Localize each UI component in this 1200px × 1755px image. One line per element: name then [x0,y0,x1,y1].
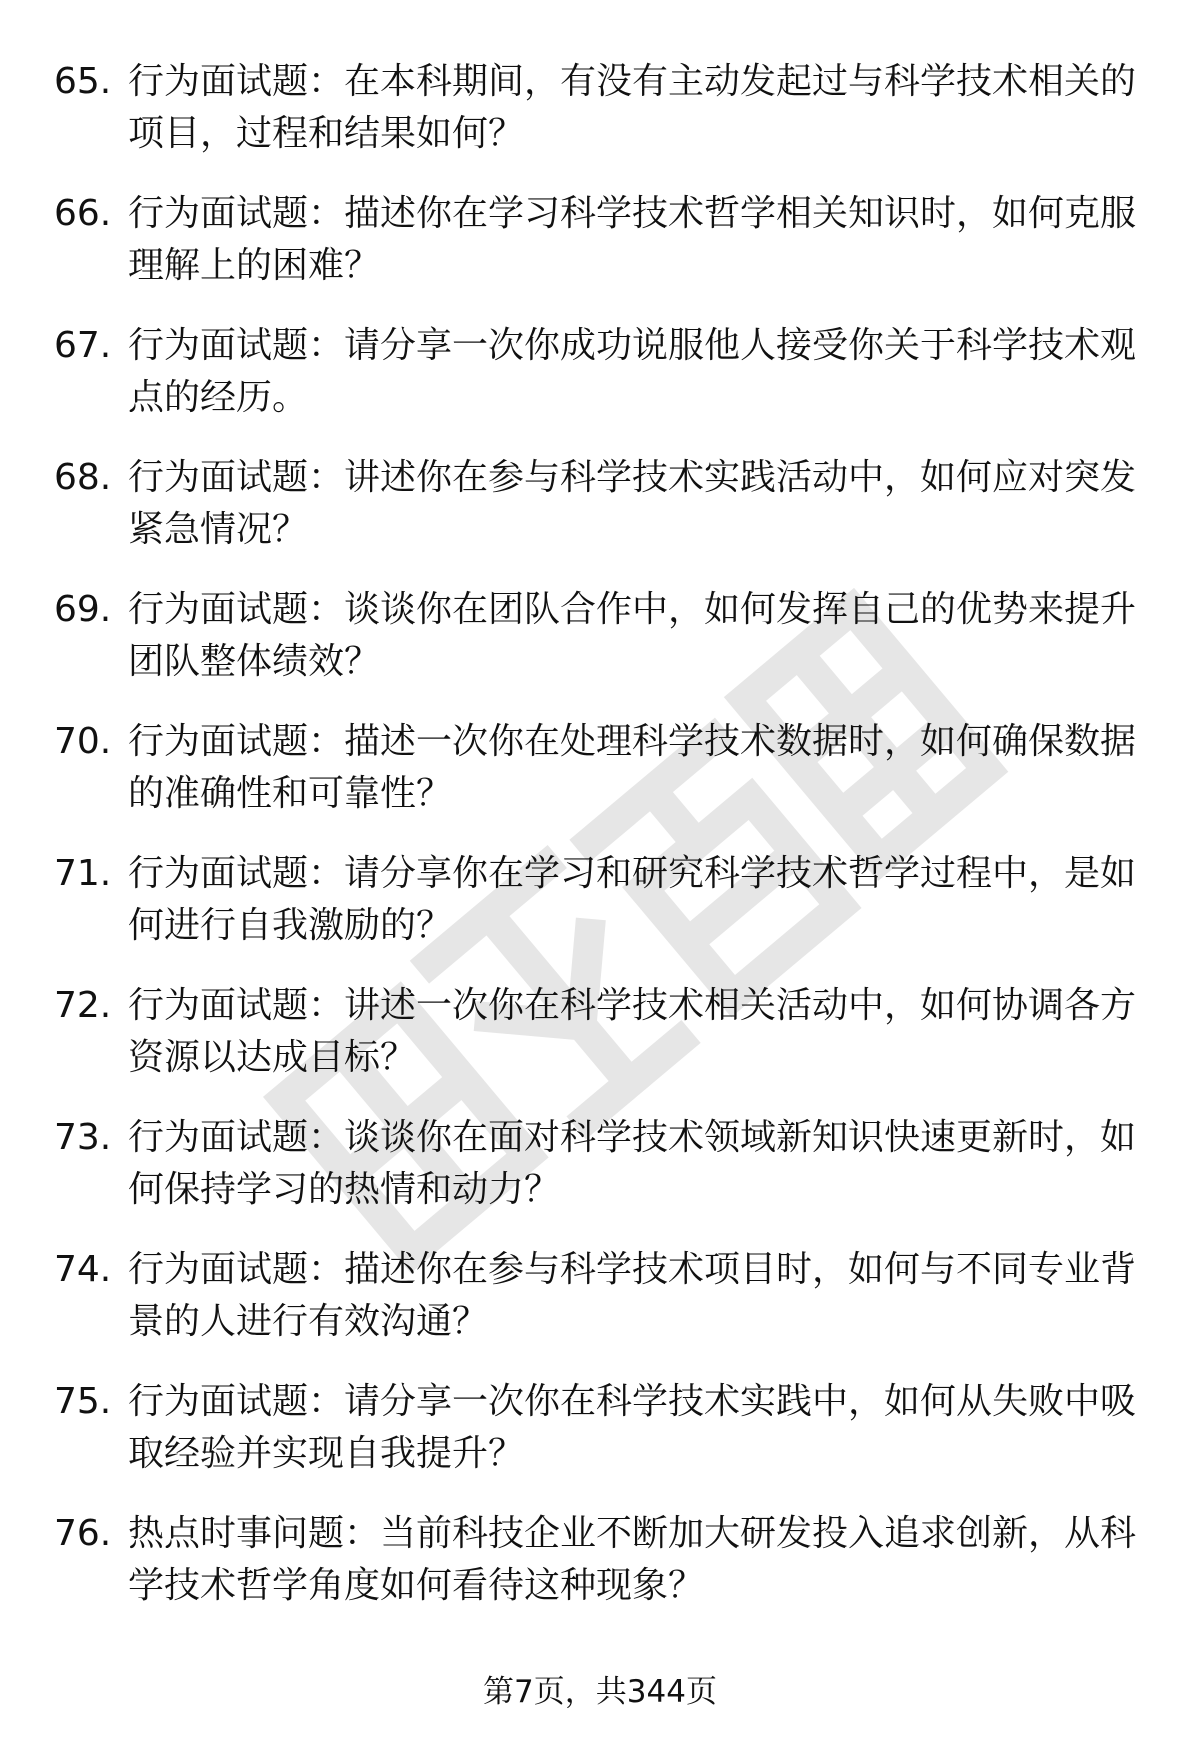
list-item [0,56,1200,188]
question-number: 68. [54,457,112,498]
question-number: 76. [54,1513,112,1554]
list-item [0,1508,1200,1640]
question-text: 行为面试题：谈谈你在团队合作中，如何发挥自己的优势来提升团队整体绩效？ [128,589,1137,682]
list-item [0,584,1200,716]
question-text: 行为面试题：描述你在参与科学技术项目时，如何与不同专业背景的人进行有效沟通？ [128,1249,1137,1342]
question-text: 行为面试题：在本科期间，有没有主动发起过与科学技术相关的项目，过程和结果如何？ [128,61,1137,154]
question-number: 71. [54,853,112,894]
list-item [0,1376,1200,1508]
question-text: 行为面试题：请分享一次你在科学技术实践中，如何从失败中吸取经验并实现自我提升？ [128,1381,1137,1474]
list-item [0,1112,1200,1244]
question-text: 行为面试题：讲述你在参与科学技术实践活动中，如何应对突发紧急情况？ [128,457,1137,550]
question-text: 行为面试题：请分享你在学习和研究科学技术哲学过程中，是如何进行自我激励的？ [128,853,1137,946]
question-text: 行为面试题：描述一次你在处理科学技术数据时，如何确保数据的准确性和可靠性？ [128,721,1137,814]
question-list [0,56,1200,1640]
question-text: 行为面试题：讲述一次你在科学技术相关活动中，如何协调各方资源以达成目标？ [128,985,1137,1078]
list-item [0,320,1200,452]
question-number: 69. [54,589,112,630]
question-number: 73. [54,1117,112,1158]
question-text: 行为面试题：描述你在学习科学技术哲学相关知识时，如何克服理解上的困难？ [128,193,1137,286]
page-number: 第7页，共344页 [483,1674,717,1710]
question-number: 74. [54,1249,112,1290]
question-number: 75. [54,1381,112,1422]
list-item [0,452,1200,584]
question-text: 热点时事问题：当前科技企业不断加大研发投入追求创新，从科学技术哲学角度如何看待这种现象？ [128,1513,1137,1606]
question-number: 66. [54,193,112,234]
question-number: 70. [54,721,112,762]
question-text: 行为面试题：请分享一次你成功说服他人接受你关于科学技术观点的经历。 [128,325,1137,418]
list-item [0,980,1200,1112]
list-item [0,188,1200,320]
question-text: 行为面试题：谈谈你在面对科学技术领域新知识快速更新时，如何保持学习的热情和动力？ [128,1117,1137,1210]
question-number: 72. [54,985,112,1026]
list-item [0,1244,1200,1376]
list-item [0,716,1200,848]
question-number: 65. [54,61,112,102]
list-item [0,848,1200,980]
question-number: 67. [54,325,112,366]
